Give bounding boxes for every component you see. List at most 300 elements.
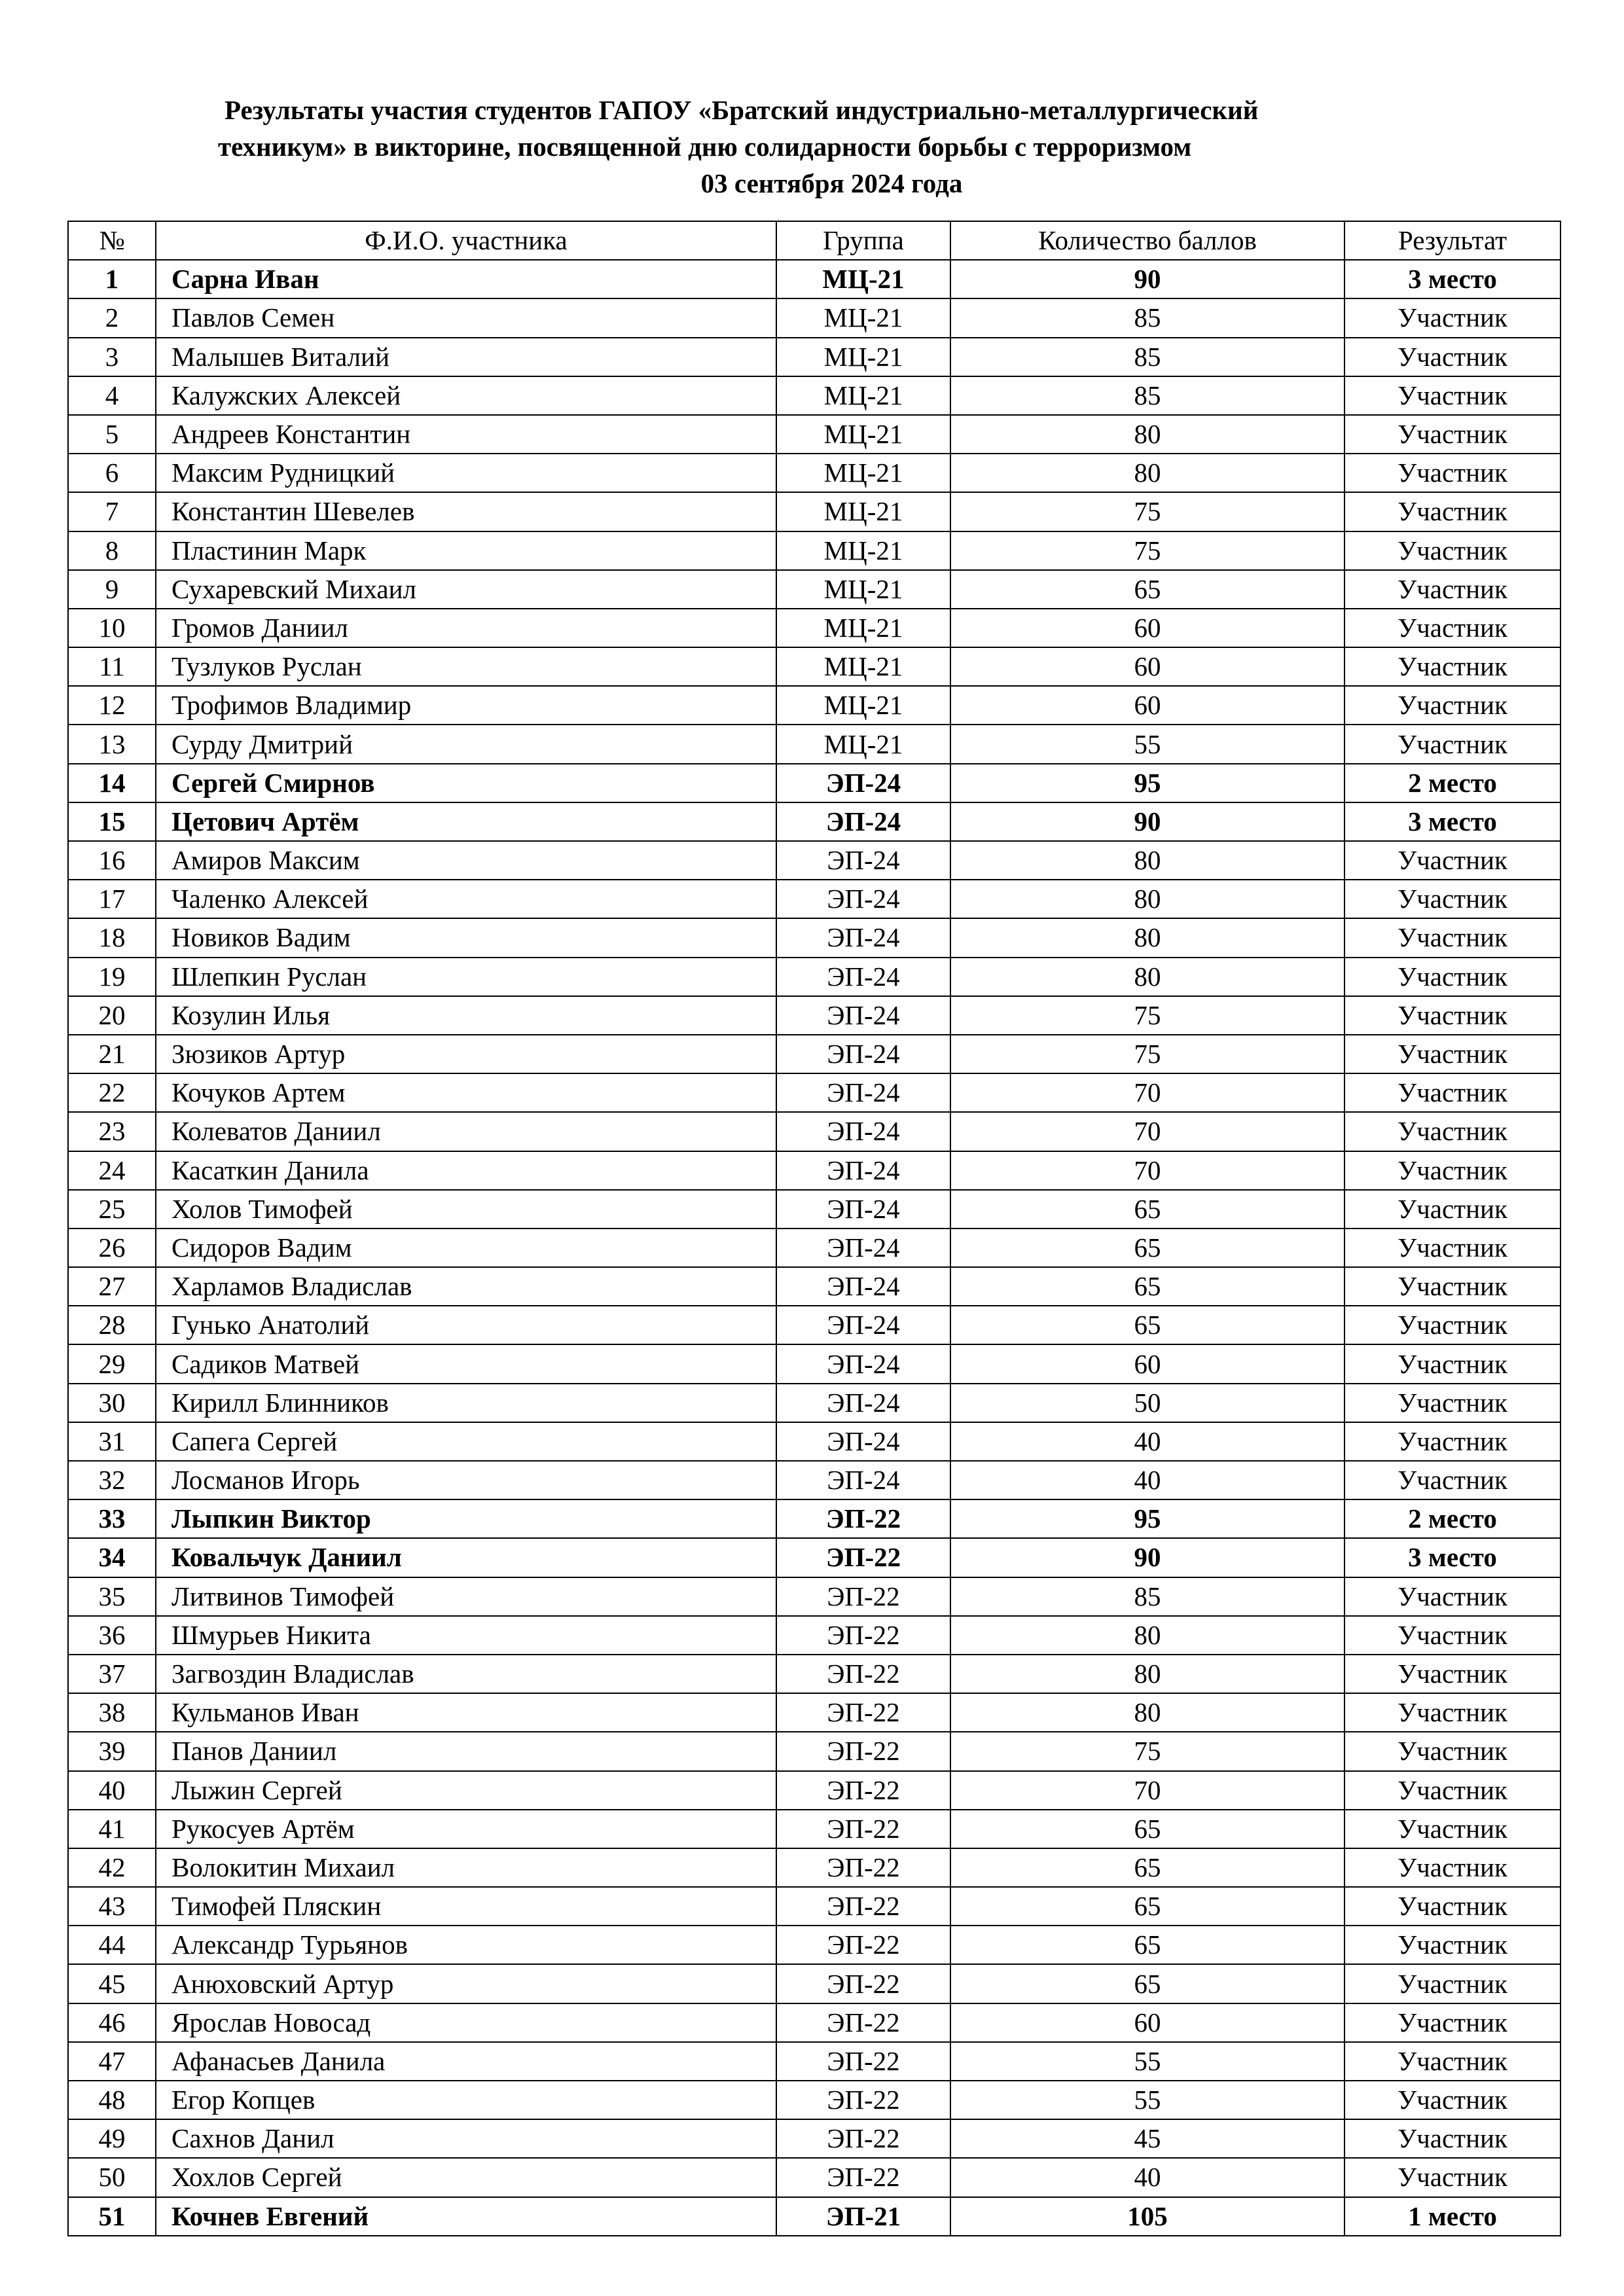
cell-name: Кочуков Артем (156, 1073, 776, 1112)
cell-group: МЦ-21 (776, 725, 950, 763)
cell-result: Участник (1344, 1655, 1561, 1693)
cell-group: ЭП-22 (776, 1848, 950, 1887)
cell-num: 18 (68, 918, 156, 957)
cell-name: Сарна Иван (156, 260, 776, 298)
cell-result: Участник (1344, 841, 1561, 880)
table-row (68, 1771, 1561, 1810)
table-row (68, 1073, 1561, 1112)
cell-name: Сергей Смирнов (156, 764, 776, 802)
table-row (68, 1422, 1561, 1461)
cell-group: ЭП-24 (776, 1461, 950, 1499)
cell-num: 36 (68, 1616, 156, 1655)
cell-num: 45 (68, 1964, 156, 2003)
cell-result: Участник (1344, 1848, 1561, 1887)
table-row (68, 1384, 1561, 1422)
cell-name: Ковальчук Даниил (156, 1538, 776, 1577)
cell-num: 13 (68, 725, 156, 763)
cell-score: 75 (950, 996, 1344, 1035)
cell-name: Лосманов Игорь (156, 1461, 776, 1499)
cell-group: МЦ-21 (776, 609, 950, 647)
cell-result: Участник (1344, 1384, 1561, 1422)
table-row (68, 1344, 1561, 1383)
table-row (68, 1655, 1561, 1693)
cell-name: Гунько Анатолий (156, 1306, 776, 1344)
cell-score: 55 (950, 2042, 1344, 2081)
cell-group: ЭП-24 (776, 802, 950, 841)
cell-result: Участник (1344, 918, 1561, 957)
cell-group: ЭП-24 (776, 958, 950, 996)
cell-num: 22 (68, 1073, 156, 1112)
cell-name: Загвоздин Владислав (156, 1655, 776, 1693)
cell-group: МЦ-21 (776, 492, 950, 531)
cell-num: 20 (68, 996, 156, 1035)
cell-result: Участник (1344, 492, 1561, 531)
cell-result: Участник (1344, 1732, 1561, 1770)
cell-group: ЭП-22 (776, 2003, 950, 2042)
cell-num: 10 (68, 609, 156, 647)
cell-name: Сурду Дмитрий (156, 725, 776, 763)
cell-num: 2 (68, 298, 156, 337)
cell-name: Хохлов Сергей (156, 2158, 776, 2197)
cell-group: МЦ-21 (776, 570, 950, 609)
cell-score: 80 (950, 880, 1344, 918)
cell-group: ЭП-22 (776, 2158, 950, 2197)
cell-num: 47 (68, 2042, 156, 2081)
cell-score: 85 (950, 298, 1344, 337)
cell-num: 28 (68, 1306, 156, 1344)
document-title (0, 92, 1624, 202)
cell-num: 24 (68, 1151, 156, 1190)
cell-result: Участник (1344, 454, 1561, 492)
cell-result: Участник (1344, 338, 1561, 376)
table-row (68, 1538, 1561, 1577)
cell-num: 3 (68, 338, 156, 376)
cell-score: 65 (950, 1926, 1344, 1964)
table-row (68, 725, 1561, 763)
cell-score: 70 (950, 1771, 1344, 1810)
cell-name: Харламов Владислав (156, 1267, 776, 1306)
cell-num: 49 (68, 2119, 156, 2158)
title-line-1: Результаты участия студентов ГАПОУ «Братский индустриально-металлургический (225, 95, 1259, 125)
cell-name: Громов Даниил (156, 609, 776, 647)
table-row (68, 1964, 1561, 2003)
header-group: Группа (776, 221, 950, 260)
cell-name: Павлов Семен (156, 298, 776, 337)
cell-name: Лыжин Сергей (156, 1771, 776, 1810)
cell-group: МЦ-21 (776, 376, 950, 415)
cell-group: ЭП-22 (776, 1810, 950, 1848)
cell-num: 27 (68, 1267, 156, 1306)
cell-group: ЭП-22 (776, 1732, 950, 1770)
table-row (68, 1306, 1561, 1344)
cell-score: 80 (950, 1655, 1344, 1693)
cell-score: 65 (950, 1848, 1344, 1887)
table-row (68, 492, 1561, 531)
cell-num: 29 (68, 1344, 156, 1383)
cell-num: 32 (68, 1461, 156, 1499)
cell-name: Сухаревский Михаил (156, 570, 776, 609)
cell-group: ЭП-24 (776, 918, 950, 957)
cell-score: 45 (950, 2119, 1344, 2158)
cell-result: Участник (1344, 1461, 1561, 1499)
table-row (68, 996, 1561, 1035)
cell-group: ЭП-24 (776, 1151, 950, 1190)
cell-score: 95 (950, 764, 1344, 802)
cell-group: ЭП-22 (776, 2042, 950, 2081)
table-row (68, 376, 1561, 415)
cell-result: 3 место (1344, 260, 1561, 298)
cell-result: Участник (1344, 531, 1561, 570)
table-row (68, 2119, 1561, 2158)
cell-score: 40 (950, 2158, 1344, 2197)
cell-score: 80 (950, 1693, 1344, 1732)
table-row (68, 1732, 1561, 1770)
cell-num: 25 (68, 1190, 156, 1229)
cell-result: Участник (1344, 2119, 1561, 2158)
cell-num: 1 (68, 260, 156, 298)
cell-group: ЭП-24 (776, 1306, 950, 1344)
cell-num: 37 (68, 1655, 156, 1693)
cell-result: Участник (1344, 1035, 1561, 1073)
cell-group: ЭП-24 (776, 1190, 950, 1229)
cell-name: Козулин Илья (156, 996, 776, 1035)
cell-group: ЭП-22 (776, 1616, 950, 1655)
table-row (68, 1151, 1561, 1190)
cell-num: 4 (68, 376, 156, 415)
table-row (68, 2081, 1561, 2119)
cell-group: ЭП-24 (776, 1422, 950, 1461)
cell-score: 60 (950, 1344, 1344, 1383)
table-row (68, 1190, 1561, 1229)
cell-result: Участник (1344, 1422, 1561, 1461)
cell-name: Литвинов Тимофей (156, 1577, 776, 1616)
cell-group: МЦ-21 (776, 260, 950, 298)
results-table (67, 221, 1561, 2236)
header-score: Количество баллов (950, 221, 1344, 260)
table-row (68, 802, 1561, 841)
cell-score: 90 (950, 1538, 1344, 1577)
cell-name: Новиков Вадим (156, 918, 776, 957)
cell-score: 65 (950, 1964, 1344, 2003)
cell-num: 34 (68, 1538, 156, 1577)
cell-score: 40 (950, 1461, 1344, 1499)
cell-result: Участник (1344, 1190, 1561, 1229)
cell-result: Участник (1344, 1229, 1561, 1267)
table-row (68, 1926, 1561, 1964)
cell-group: ЭП-22 (776, 1887, 950, 1926)
cell-num: 35 (68, 1577, 156, 1616)
cell-group: МЦ-21 (776, 531, 950, 570)
cell-score: 60 (950, 2003, 1344, 2042)
cell-num: 7 (68, 492, 156, 531)
cell-score: 55 (950, 2081, 1344, 2119)
cell-score: 85 (950, 1577, 1344, 1616)
cell-num: 6 (68, 454, 156, 492)
table-row (68, 764, 1561, 802)
cell-name: Андреев Константин (156, 415, 776, 454)
cell-name: Панов Даниил (156, 1732, 776, 1770)
cell-name: Тимофей Пляскин (156, 1887, 776, 1926)
cell-result: Участник (1344, 1267, 1561, 1306)
title-line-2: техникум» в викторине, посвященной дню солидарности борьбы с терроризмом (218, 132, 1192, 162)
cell-num: 15 (68, 802, 156, 841)
cell-num: 26 (68, 1229, 156, 1267)
table-row (68, 1887, 1561, 1926)
table-row (68, 686, 1561, 725)
cell-num: 51 (68, 2197, 156, 2236)
cell-group: ЭП-24 (776, 841, 950, 880)
cell-num: 14 (68, 764, 156, 802)
table-row (68, 1616, 1561, 1655)
cell-name: Зюзиков Артур (156, 1035, 776, 1073)
cell-name: Александр Турьянов (156, 1926, 776, 1964)
cell-group: МЦ-21 (776, 298, 950, 337)
cell-score: 60 (950, 686, 1344, 725)
cell-score: 60 (950, 647, 1344, 686)
cell-group: ЭП-24 (776, 1073, 950, 1112)
table-row (68, 415, 1561, 454)
cell-result: Участник (1344, 1112, 1561, 1151)
table-row (68, 531, 1561, 570)
cell-score: 65 (950, 1267, 1344, 1306)
cell-group: МЦ-21 (776, 415, 950, 454)
table-row (68, 1499, 1561, 1538)
cell-num: 8 (68, 531, 156, 570)
cell-name: Малышев Виталий (156, 338, 776, 376)
table-row (68, 841, 1561, 880)
cell-score: 60 (950, 609, 1344, 647)
cell-group: ЭП-24 (776, 1344, 950, 1383)
cell-result: 2 место (1344, 764, 1561, 802)
cell-result: Участник (1344, 1073, 1561, 1112)
cell-name: Анюховский Артур (156, 1964, 776, 2003)
cell-num: 31 (68, 1422, 156, 1461)
cell-result: Участник (1344, 686, 1561, 725)
header-name: Ф.И.О. участника (156, 221, 776, 260)
cell-group: ЭП-22 (776, 1655, 950, 1693)
cell-score: 75 (950, 1035, 1344, 1073)
cell-name: Калужских Алексей (156, 376, 776, 415)
cell-result: Участник (1344, 958, 1561, 996)
cell-score: 75 (950, 531, 1344, 570)
cell-num: 21 (68, 1035, 156, 1073)
cell-result: Участник (1344, 1964, 1561, 2003)
cell-num: 43 (68, 1887, 156, 1926)
table-header-row (68, 221, 1561, 260)
table-row (68, 454, 1561, 492)
cell-score: 65 (950, 1229, 1344, 1267)
cell-name: Сапега Сергей (156, 1422, 776, 1461)
cell-group: ЭП-22 (776, 1499, 950, 1538)
cell-result: Участник (1344, 1693, 1561, 1732)
cell-score: 70 (950, 1073, 1344, 1112)
cell-result: Участник (1344, 996, 1561, 1035)
cell-score: 65 (950, 1190, 1344, 1229)
cell-result: Участник (1344, 1887, 1561, 1926)
cell-name: Константин Шевелев (156, 492, 776, 531)
table-row (68, 338, 1561, 376)
cell-group: ЭП-24 (776, 1229, 950, 1267)
table-row (68, 1035, 1561, 1073)
cell-result: 1 место (1344, 2197, 1561, 2236)
table-row (68, 1577, 1561, 1616)
cell-name: Волокитин Михаил (156, 1848, 776, 1887)
cell-num: 38 (68, 1693, 156, 1732)
cell-num: 30 (68, 1384, 156, 1422)
cell-result: Участник (1344, 725, 1561, 763)
cell-group: ЭП-24 (776, 1267, 950, 1306)
cell-name: Тузлуков Руслан (156, 647, 776, 686)
cell-num: 5 (68, 415, 156, 454)
cell-result: Участник (1344, 415, 1561, 454)
cell-result: Участник (1344, 376, 1561, 415)
cell-score: 90 (950, 260, 1344, 298)
cell-result: Участник (1344, 880, 1561, 918)
cell-name: Ярослав Новосад (156, 2003, 776, 2042)
cell-num: 11 (68, 647, 156, 686)
cell-result: Участник (1344, 1771, 1561, 1810)
cell-group: ЭП-22 (776, 1693, 950, 1732)
cell-num: 12 (68, 686, 156, 725)
cell-group: ЭП-22 (776, 1771, 950, 1810)
cell-num: 42 (68, 1848, 156, 1887)
cell-group: ЭП-24 (776, 764, 950, 802)
table-row (68, 570, 1561, 609)
cell-group: МЦ-21 (776, 338, 950, 376)
cell-result: 3 место (1344, 1538, 1561, 1577)
table-row (68, 958, 1561, 996)
cell-num: 44 (68, 1926, 156, 1964)
cell-result: Участник (1344, 1306, 1561, 1344)
cell-result: Участник (1344, 2081, 1561, 2119)
cell-name: Афанасьев Данила (156, 2042, 776, 2081)
table-row (68, 1112, 1561, 1151)
cell-score: 80 (950, 415, 1344, 454)
cell-name: Колеватов Даниил (156, 1112, 776, 1151)
cell-score: 65 (950, 1306, 1344, 1344)
cell-name: Трофимов Владимир (156, 686, 776, 725)
cell-score: 90 (950, 802, 1344, 841)
cell-score: 50 (950, 1384, 1344, 1422)
cell-group: МЦ-21 (776, 647, 950, 686)
cell-result: Участник (1344, 2003, 1561, 2042)
title-date: 03 сентября 2024 года (700, 168, 963, 198)
cell-name: Амиров Максим (156, 841, 776, 880)
cell-result: Участник (1344, 647, 1561, 686)
cell-score: 80 (950, 454, 1344, 492)
table-row (68, 1693, 1561, 1732)
cell-score: 85 (950, 338, 1344, 376)
cell-num: 9 (68, 570, 156, 609)
cell-score: 75 (950, 1732, 1344, 1770)
table-row (68, 298, 1561, 337)
cell-group: ЭП-22 (776, 2119, 950, 2158)
cell-score: 55 (950, 725, 1344, 763)
cell-name: Чаленко Алексей (156, 880, 776, 918)
cell-name: Цетович Артём (156, 802, 776, 841)
table-row (68, 880, 1561, 918)
cell-name: Кульманов Иван (156, 1693, 776, 1732)
cell-result: Участник (1344, 1344, 1561, 1383)
table-row (68, 260, 1561, 298)
cell-group: ЭП-22 (776, 1577, 950, 1616)
cell-num: 39 (68, 1732, 156, 1770)
cell-name: Рукосуев Артём (156, 1810, 776, 1848)
cell-score: 65 (950, 570, 1344, 609)
cell-result: Участник (1344, 1151, 1561, 1190)
cell-result: 2 место (1344, 1499, 1561, 1538)
cell-group: ЭП-24 (776, 880, 950, 918)
cell-group: МЦ-21 (776, 686, 950, 725)
table-row (68, 1229, 1561, 1267)
cell-score: 85 (950, 376, 1344, 415)
table-row (68, 647, 1561, 686)
table-row (68, 1461, 1561, 1499)
table-row (68, 1267, 1561, 1306)
cell-score: 75 (950, 492, 1344, 531)
cell-score: 70 (950, 1151, 1344, 1190)
cell-result: Участник (1344, 2042, 1561, 2081)
cell-group: ЭП-22 (776, 1926, 950, 1964)
cell-num: 23 (68, 1112, 156, 1151)
cell-num: 40 (68, 1771, 156, 1810)
cell-score: 95 (950, 1499, 1344, 1538)
cell-score: 65 (950, 1887, 1344, 1926)
table-row (68, 1810, 1561, 1848)
table-row (68, 918, 1561, 957)
cell-num: 41 (68, 1810, 156, 1848)
cell-name: Садиков Матвей (156, 1344, 776, 1383)
cell-name: Касаткин Данила (156, 1151, 776, 1190)
header-result: Результат (1344, 221, 1561, 260)
cell-score: 70 (950, 1112, 1344, 1151)
cell-num: 17 (68, 880, 156, 918)
cell-num: 46 (68, 2003, 156, 2042)
cell-num: 33 (68, 1499, 156, 1538)
cell-group: ЭП-22 (776, 1538, 950, 1577)
cell-num: 48 (68, 2081, 156, 2119)
cell-group: ЭП-21 (776, 2197, 950, 2236)
cell-result: Участник (1344, 1577, 1561, 1616)
table-row (68, 2197, 1561, 2236)
table-row (68, 2158, 1561, 2197)
cell-result: 3 место (1344, 802, 1561, 841)
cell-score: 80 (950, 1616, 1344, 1655)
cell-result: Участник (1344, 298, 1561, 337)
cell-name: Кирилл Блинников (156, 1384, 776, 1422)
cell-num: 16 (68, 841, 156, 880)
cell-score: 105 (950, 2197, 1344, 2236)
table-row (68, 1848, 1561, 1887)
cell-name: Сидоров Вадим (156, 1229, 776, 1267)
cell-group: ЭП-24 (776, 1035, 950, 1073)
cell-num: 50 (68, 2158, 156, 2197)
cell-result: Участник (1344, 1616, 1561, 1655)
cell-name: Шлепкин Руслан (156, 958, 776, 996)
cell-result: Участник (1344, 609, 1561, 647)
header-num: № (68, 221, 156, 260)
cell-group: ЭП-24 (776, 1112, 950, 1151)
cell-result: Участник (1344, 2158, 1561, 2197)
cell-score: 80 (950, 958, 1344, 996)
cell-name: Холов Тимофей (156, 1190, 776, 1229)
cell-name: Максим Рудницкий (156, 454, 776, 492)
table-body (68, 260, 1561, 2236)
table-row (68, 609, 1561, 647)
table-row (68, 2003, 1561, 2042)
cell-name: Лыпкин Виктор (156, 1499, 776, 1538)
table-row (68, 2042, 1561, 2081)
